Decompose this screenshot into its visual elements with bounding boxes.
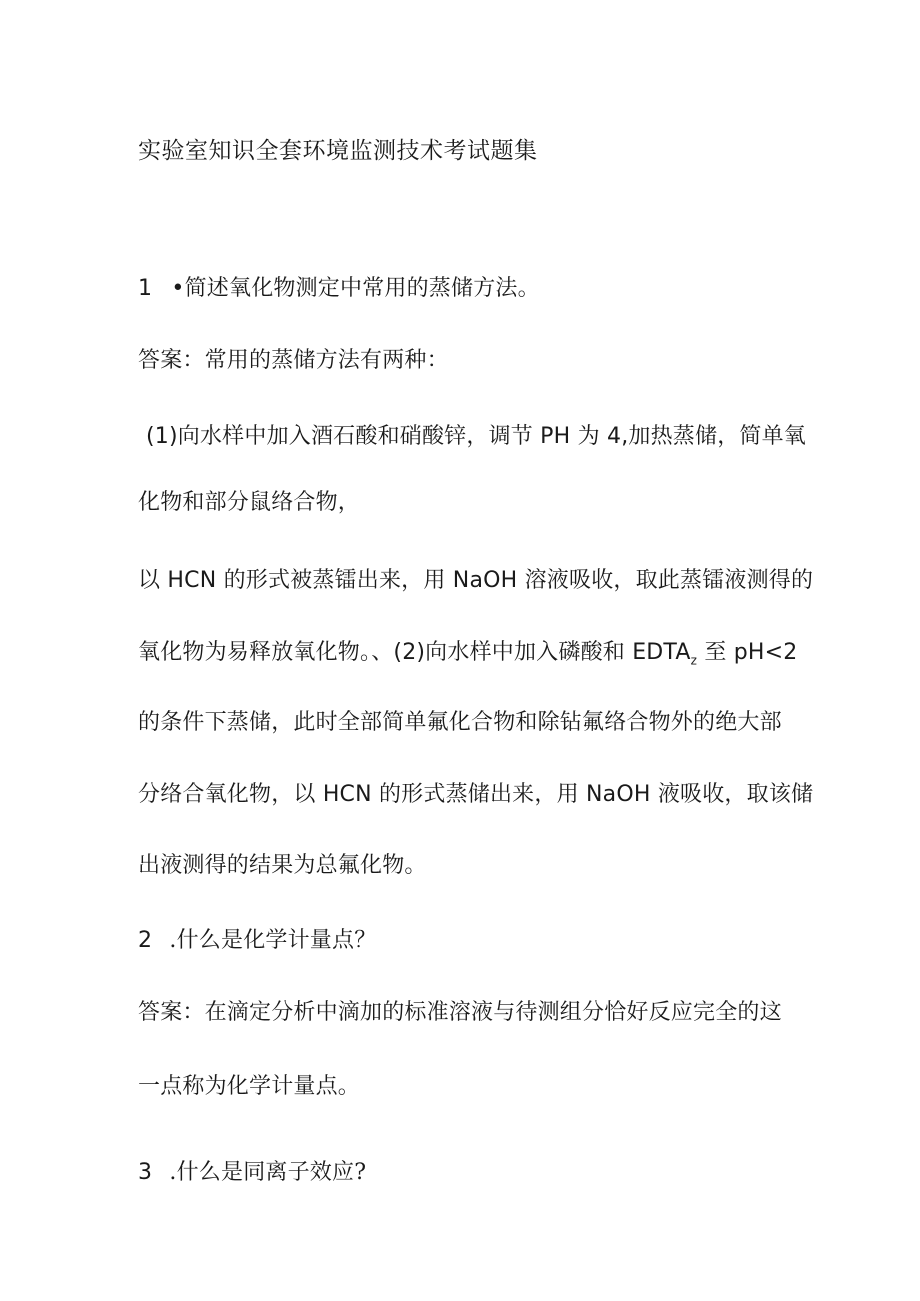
question-3 xyxy=(138,1158,366,1188)
question-2-text: .什么是化学计量点？ xyxy=(169,928,377,953)
answer-1-line-3: 以 HCN 的形式被蒸镭出来，用 NaOH 溶液吸收，取此蒸镭液测得的 xyxy=(138,568,814,593)
answer-2-line-2: 一点称为化学计量点。 xyxy=(138,1074,361,1099)
question-2 xyxy=(138,926,376,956)
answer-1-line-2: 化物和部分鼠络合物， xyxy=(138,490,361,515)
question-1-text: 简述氧化物测定中常用的蒸储方法。 xyxy=(184,276,540,301)
question-3-number: 3 xyxy=(138,1160,153,1185)
answer-1-line-4: 氧化物为易释放氧化物。、(2)向水样中加入磷酸和 $EDTA_z$ 至 pH<2 xyxy=(138,640,798,668)
question-3-text: .什么是同离子效应? xyxy=(169,1160,367,1185)
answer-1-intro: 答案：常用的蒸储方法有两种： xyxy=(138,348,449,373)
answer-1-line-5: 的条件下蒸储，此时全部简单氟化合物和除钻氟络合物外的绝大部 xyxy=(138,710,782,735)
question-1-number: 1 xyxy=(138,276,153,301)
document-title: 实验室知识全套环境监测技术考试题集 xyxy=(138,138,538,164)
question-2-number: 2 xyxy=(138,928,153,953)
answer-1-line-6: 分络合氧化物，以 HCN 的形式蒸储出来，用 NaOH 液吸收，取该储 xyxy=(138,782,814,807)
answer-1-line-7: 出液测得的结果为总氟化物。 xyxy=(138,853,427,878)
answer-2-line-1: 答案：在滴定分析中滴加的标准溶液与待测组分恰好反应完全的这 xyxy=(138,1000,782,1025)
answer-1-line-1: (1)向水样中加入酒石酸和硝酸锌，调节 PH 为 4,加热蒸储，简单氧 xyxy=(146,424,806,449)
question-1-bullet: • xyxy=(171,276,185,301)
question-1 xyxy=(138,274,540,304)
